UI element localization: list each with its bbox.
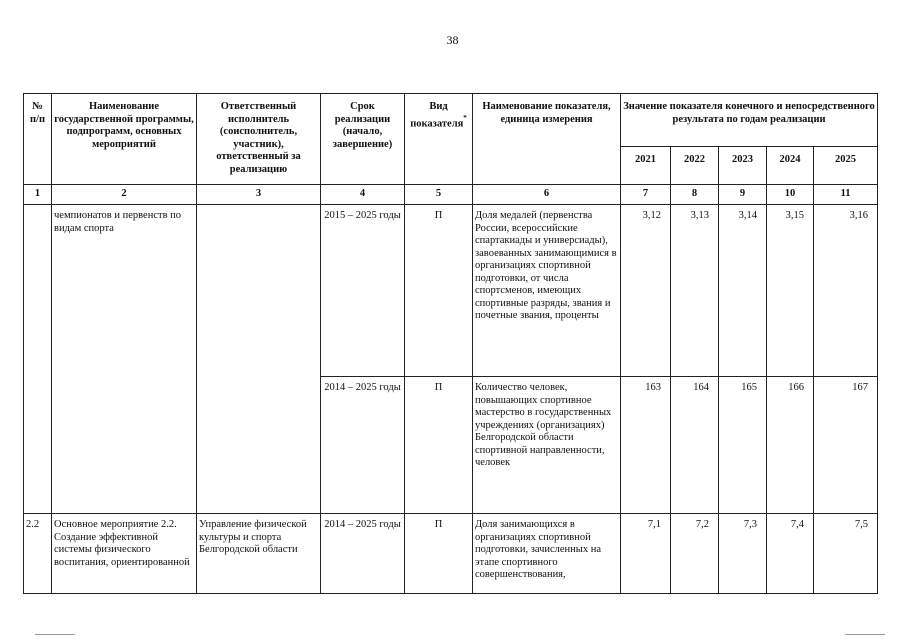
column-number: 3: [197, 185, 321, 205]
header-row: [24, 94, 878, 147]
value-cell: 3,16: [814, 205, 878, 377]
indicator-name-cell: Количество человек, повышающих спортивное мастерство в государственных учреждениях (организациях) Белгородской области спортивной направленности, человек: [473, 377, 621, 514]
value-cell: 163: [621, 377, 671, 514]
column-number: 10: [767, 185, 814, 205]
program-name-cell: чемпионатов и первенств по видам спорта: [52, 205, 197, 514]
column-number: 9: [719, 185, 767, 205]
header-indicator-type-label: Вид показателя: [410, 101, 464, 129]
table-row: [24, 514, 878, 594]
header-indicator-type: [405, 94, 473, 185]
value-cell: 166: [767, 377, 814, 514]
value-cell: 3,15: [767, 205, 814, 377]
indicator-name-cell: Доля медалей (первенства России, всероссийские спартакиады и универсиады), завоеванных занимающимися в организациях спортивной подготовки, от числа спортсменов, имеющих спортивные разряды, звания и почетные звания, проценты: [473, 205, 621, 377]
header-executor: Ответственный исполнитель (соисполнитель, участник), ответственный за реализацию: [197, 94, 321, 185]
indicator-name-cell: Доля занимающихся в организациях спортивной подготовки, зачисленных на этапе спортивного совершенствования,: [473, 514, 621, 594]
header-values-group: Значение показателя конечного и непосредственного результата по годам реализации: [621, 94, 878, 147]
header-year: 2021: [621, 147, 671, 185]
column-number: 7: [621, 185, 671, 205]
value-cell: 7,2: [671, 514, 719, 594]
indicator-type-cell: П: [405, 377, 473, 514]
value-cell: 7,4: [767, 514, 814, 594]
column-number: 4: [321, 185, 405, 205]
value-cell: 167: [814, 377, 878, 514]
value-cell: 7,5: [814, 514, 878, 594]
value-cell: 7,1: [621, 514, 671, 594]
header-program-name: Наименование государственной программы, подпрограмм, основных мероприятий: [52, 94, 197, 185]
scan-edge-mark: [35, 634, 75, 635]
value-cell: 3,14: [719, 205, 767, 377]
header-year: 2024: [767, 147, 814, 185]
value-cell: 3,13: [671, 205, 719, 377]
indicator-type-cell: П: [405, 514, 473, 594]
program-name-cell: Основное мероприятие 2.2. Создание эффективной системы физического воспитания, ориентированной: [52, 514, 197, 594]
scan-edge-mark: [845, 634, 885, 635]
row-number: [24, 205, 52, 514]
period-cell: 2014 – 2025 годы: [321, 377, 405, 514]
header-period: Срок реализации (начало, завершение): [321, 94, 405, 185]
indicator-type-cell: П: [405, 205, 473, 377]
column-number: 11: [814, 185, 878, 205]
period-cell: 2015 – 2025 годы: [321, 205, 405, 377]
header-year: 2022: [671, 147, 719, 185]
column-number-row: [24, 185, 878, 205]
header-indicator-name: Наименование показателя, единица измерения: [473, 94, 621, 185]
value-cell: 165: [719, 377, 767, 514]
period-cell: 2014 – 2025 годы: [321, 514, 405, 594]
header-number: № п/п: [24, 94, 52, 185]
table-row: [24, 205, 878, 377]
value-cell: 164: [671, 377, 719, 514]
value-cell: 7,3: [719, 514, 767, 594]
executor-cell: [197, 205, 321, 514]
column-number: 6: [473, 185, 621, 205]
header-year: 2023: [719, 147, 767, 185]
program-table: [23, 93, 878, 594]
header-year: 2025: [814, 147, 878, 185]
page-number: 38: [446, 33, 459, 47]
column-number: 5: [405, 185, 473, 205]
executor-cell: Управление физической культуры и спорта Белгородской области: [197, 514, 321, 594]
column-number: 2: [52, 185, 197, 205]
row-number: 2.2: [24, 514, 52, 594]
value-cell: 3,12: [621, 205, 671, 377]
column-number: 1: [24, 185, 52, 205]
footnote-mark: *: [463, 113, 467, 122]
column-number: 8: [671, 185, 719, 205]
